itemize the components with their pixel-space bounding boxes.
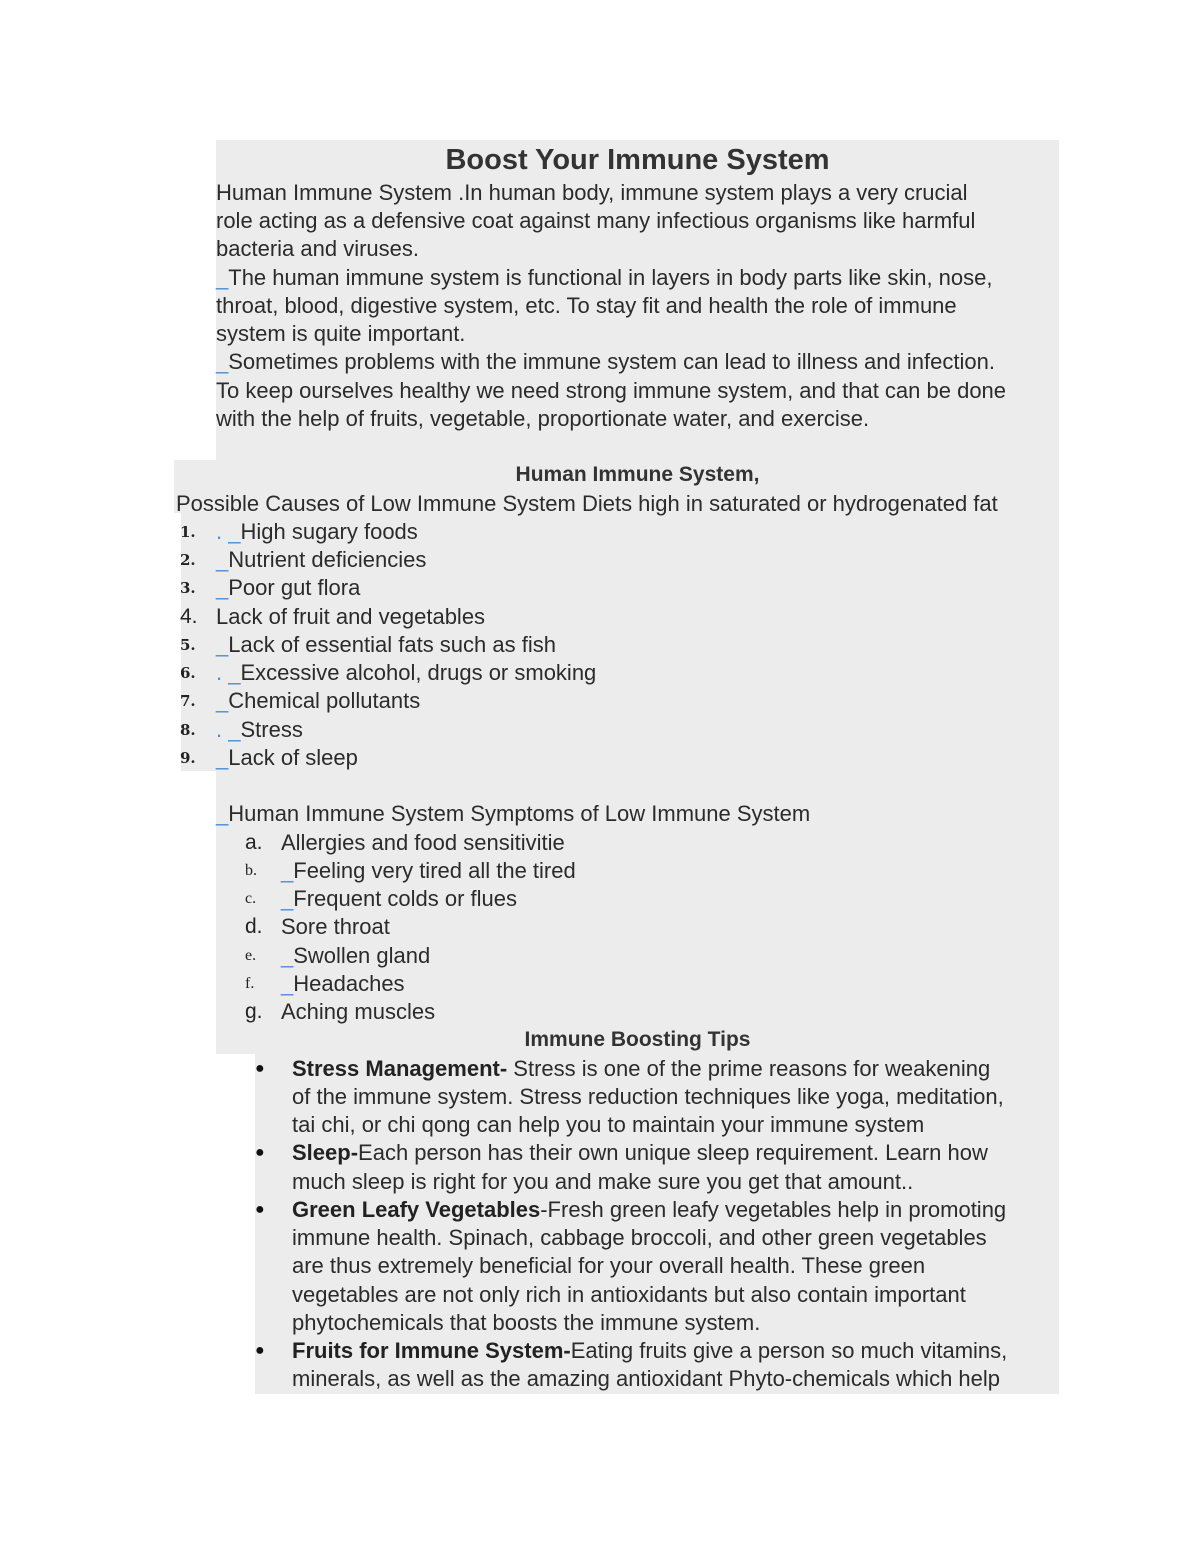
tip-line: phytochemicals that boosts the immune system. xyxy=(292,1310,761,1335)
list-letter: b. xyxy=(245,862,257,879)
symptom-item: Sore throat xyxy=(281,914,390,939)
list-number: 9. xyxy=(180,749,196,767)
cause-item: . _Stress xyxy=(216,717,303,742)
tip-label: Green Leafy Vegetables xyxy=(292,1197,541,1222)
tip-label: Stress Management- xyxy=(292,1056,508,1081)
symptom-item: _Swollen gland xyxy=(281,943,431,968)
cause-item: _Lack of sleep xyxy=(216,745,358,770)
list-letter: e. xyxy=(245,947,257,964)
tip-line: much sleep is right for you and make sure you get that amount.. xyxy=(292,1169,914,1194)
symptom-item: _Headaches xyxy=(281,971,405,996)
bullet-icon: ● xyxy=(255,1342,265,1359)
list-number: 8. xyxy=(180,721,196,739)
list-number: 3. xyxy=(180,579,196,597)
tip-line: immune health. Spinach, cabbage broccoli, and other green vegetables xyxy=(292,1225,987,1250)
tip-line: Sleep-Each person has their own unique sleep requirement. Learn how xyxy=(292,1140,988,1165)
tip-line: Fruits for Immune System-Eating fruits give a person so much vitamins, xyxy=(292,1338,1008,1363)
list-number: 6. xyxy=(180,664,196,682)
intro-line: _The human immune system is functional in layers in body parts like skin, nose, xyxy=(216,265,993,290)
cause-item: Lack of fruit and vegetables xyxy=(216,604,486,629)
list-marker: _ xyxy=(216,265,229,290)
list-number: 7. xyxy=(180,692,196,710)
tip-label: Fruits for Immune System- xyxy=(292,1338,571,1363)
cause-item: _Lack of essential fats such as fish xyxy=(216,632,556,657)
list-number: 2. xyxy=(180,551,196,569)
intro-line: To keep ourselves healthy we need strong immune system, and that can be done xyxy=(216,378,1007,403)
list-marker: _ xyxy=(216,349,229,374)
bullet-icon: ● xyxy=(255,1060,265,1077)
tips-heading: Immune Boosting Tips xyxy=(524,1028,751,1051)
tip-line: vegetables are not only rich in antioxidants but also contain important xyxy=(292,1282,966,1307)
symptom-item: Aching muscles xyxy=(281,999,436,1024)
intro-line: with the help of fruits, vegetable, proportionate water, and exercise. xyxy=(216,406,870,431)
causes-heading: Human Immune System, xyxy=(515,463,760,486)
list-letter: a. xyxy=(245,831,263,854)
list-letter: c. xyxy=(245,890,257,907)
symptom-item: _Frequent colds or flues xyxy=(281,886,518,911)
intro-line: Human Immune System .In human body, immune system plays a very crucial xyxy=(216,180,968,205)
tip-line: tai chi, or chi qong can help you to maintain your immune system xyxy=(292,1112,925,1137)
intro-line: throat, blood, digestive system, etc. To stay fit and health the role of immune xyxy=(216,293,957,318)
tip-label: Sleep- xyxy=(292,1140,359,1165)
intro-line: system is quite important. xyxy=(216,321,466,346)
tip-line: are thus extremely beneficial for your overall health. These green xyxy=(292,1253,926,1278)
intro-line: _Sometimes problems with the immune system can lead to illness and infection. xyxy=(216,349,995,374)
list-number: 5. xyxy=(180,636,196,654)
tip-line: Stress Management- Stress is one of the prime reasons for weakening xyxy=(292,1056,991,1081)
list-letter: d. xyxy=(245,915,263,938)
intro-line: bacteria and viruses. xyxy=(216,236,419,261)
intro-line: role acting as a defensive coat against many infectious organisms like harmful xyxy=(216,208,976,233)
symptom-item: _Feeling very tired all the tired xyxy=(281,858,576,883)
cause-item: _Nutrient deficiencies xyxy=(216,547,427,572)
list-letter: g. xyxy=(245,1000,263,1023)
tip-line: of the immune system. Stress reduction techniques like yoga, meditation, xyxy=(292,1084,1004,1109)
bullet-icon: ● xyxy=(255,1201,265,1218)
cause-item: . _High sugary foods xyxy=(216,519,418,544)
list-number: 4. xyxy=(180,605,198,628)
cause-item: _Chemical pollutants xyxy=(216,688,421,713)
cause-item: . _Excessive alcohol, drugs or smoking xyxy=(216,660,597,685)
symptom-item: Allergies and food sensitivitie xyxy=(281,830,565,855)
causes-intro: Possible Causes of Low Immune System Diets high in saturated or hydrogenated fat xyxy=(176,491,998,516)
list-number: 1. xyxy=(180,523,196,541)
document-title: Boost Your Immune System xyxy=(445,144,830,176)
symptoms-heading: _Human Immune System Symptoms of Low Immune System xyxy=(216,801,811,826)
list-letter: f. xyxy=(245,975,255,992)
tip-line: minerals, as well as the amazing antioxidant Phyto-chemicals which help xyxy=(292,1366,1001,1391)
tip-line: Green Leafy Vegetables-Fresh green leafy vegetables help in promoting xyxy=(292,1197,1007,1222)
bullet-icon: ● xyxy=(255,1144,265,1161)
cause-item: _Poor gut flora xyxy=(216,575,361,600)
